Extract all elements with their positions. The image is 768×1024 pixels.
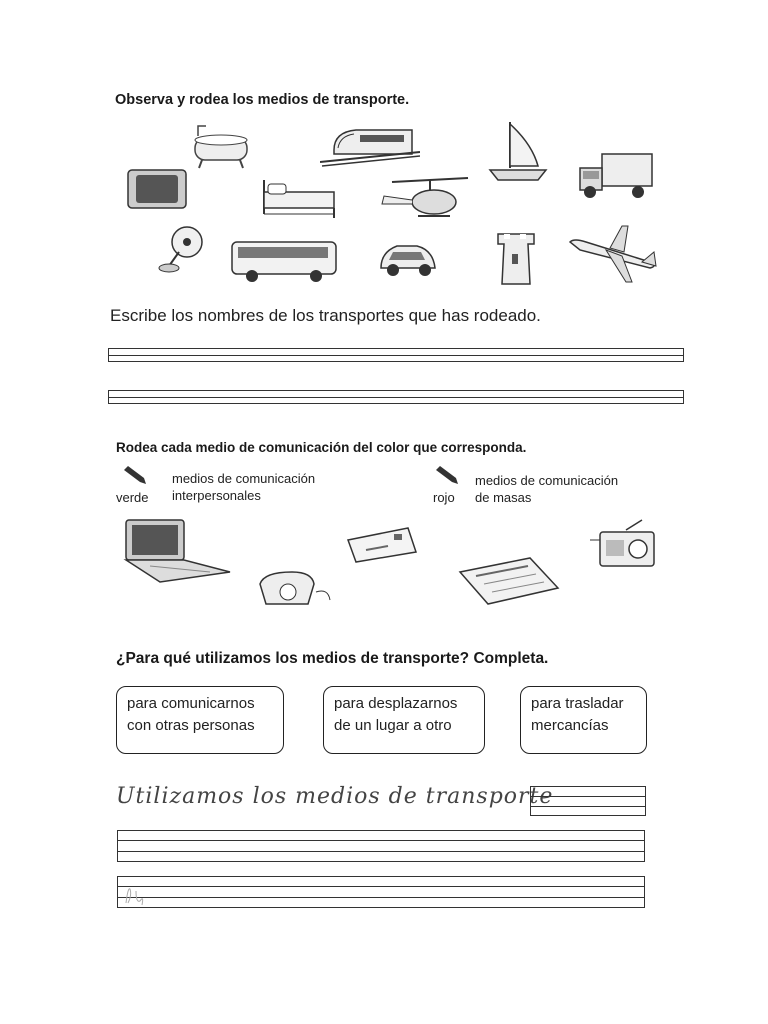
pencil-icon bbox=[434, 466, 460, 486]
legend-color-rojo: rojo bbox=[433, 490, 455, 505]
option-line: con otras personas bbox=[127, 717, 255, 734]
cursive-guide-mark bbox=[122, 881, 148, 907]
sailboat-icon[interactable] bbox=[488, 120, 548, 184]
legend-line: interpersonales bbox=[172, 488, 261, 503]
airplane-icon[interactable] bbox=[566, 222, 658, 286]
ruled-blank-short[interactable] bbox=[530, 786, 646, 816]
pencil-icon bbox=[122, 466, 148, 486]
option-line: de un lugar a otro bbox=[334, 717, 452, 734]
section4-title: ¿Para qué utilizamos los medios de transporte? Completa. bbox=[116, 650, 549, 667]
telephone-icon[interactable] bbox=[256, 566, 334, 610]
helicopter-icon[interactable] bbox=[378, 176, 470, 226]
legend-text-masas bbox=[475, 472, 618, 506]
section3-title: Rodea cada medio de comunicación del color que corresponda. bbox=[116, 440, 527, 455]
tv-icon[interactable] bbox=[126, 168, 190, 212]
writing-line-1[interactable] bbox=[108, 348, 684, 362]
newspaper-icon[interactable] bbox=[458, 556, 560, 608]
ruled-line-1[interactable] bbox=[117, 830, 645, 862]
laptop-icon[interactable] bbox=[120, 516, 232, 584]
fan-icon[interactable] bbox=[155, 224, 207, 274]
option-line: mercancías bbox=[531, 717, 609, 734]
ruled-line-2[interactable] bbox=[117, 876, 645, 908]
option-line: para desplazarnos bbox=[334, 695, 458, 712]
letter-icon[interactable] bbox=[346, 526, 418, 564]
option-trasladar[interactable] bbox=[520, 686, 647, 754]
tower-icon[interactable] bbox=[494, 232, 538, 286]
truck-icon[interactable] bbox=[576, 152, 654, 200]
legend-text-interpersonal bbox=[172, 470, 315, 504]
option-line: para comunicarnos bbox=[127, 695, 255, 712]
option-comunicarnos[interactable] bbox=[116, 686, 284, 754]
bathtub-icon[interactable] bbox=[190, 122, 256, 172]
section2-title: Escribe los nombres de los transportes que has rodeado. bbox=[110, 306, 541, 325]
writing-line-2[interactable] bbox=[108, 390, 684, 404]
car-icon[interactable] bbox=[377, 238, 439, 280]
option-desplazarnos[interactable] bbox=[323, 686, 485, 754]
bed-icon[interactable] bbox=[258, 174, 338, 222]
legend-line: de masas bbox=[475, 490, 532, 505]
bus-icon[interactable] bbox=[230, 238, 340, 284]
legend-line: medios de comunicación bbox=[172, 471, 316, 486]
section1-title: Observa y rodea los medios de transporte. bbox=[115, 92, 410, 108]
train-icon[interactable] bbox=[320, 122, 420, 170]
legend-color-verde: verde bbox=[116, 490, 149, 505]
radio-icon[interactable] bbox=[586, 518, 658, 570]
sentence-start: Utilizamos los medios de transporte bbox=[116, 784, 554, 809]
legend-line: medios de comunicación bbox=[475, 473, 619, 488]
option-line: para trasladar bbox=[531, 695, 624, 712]
